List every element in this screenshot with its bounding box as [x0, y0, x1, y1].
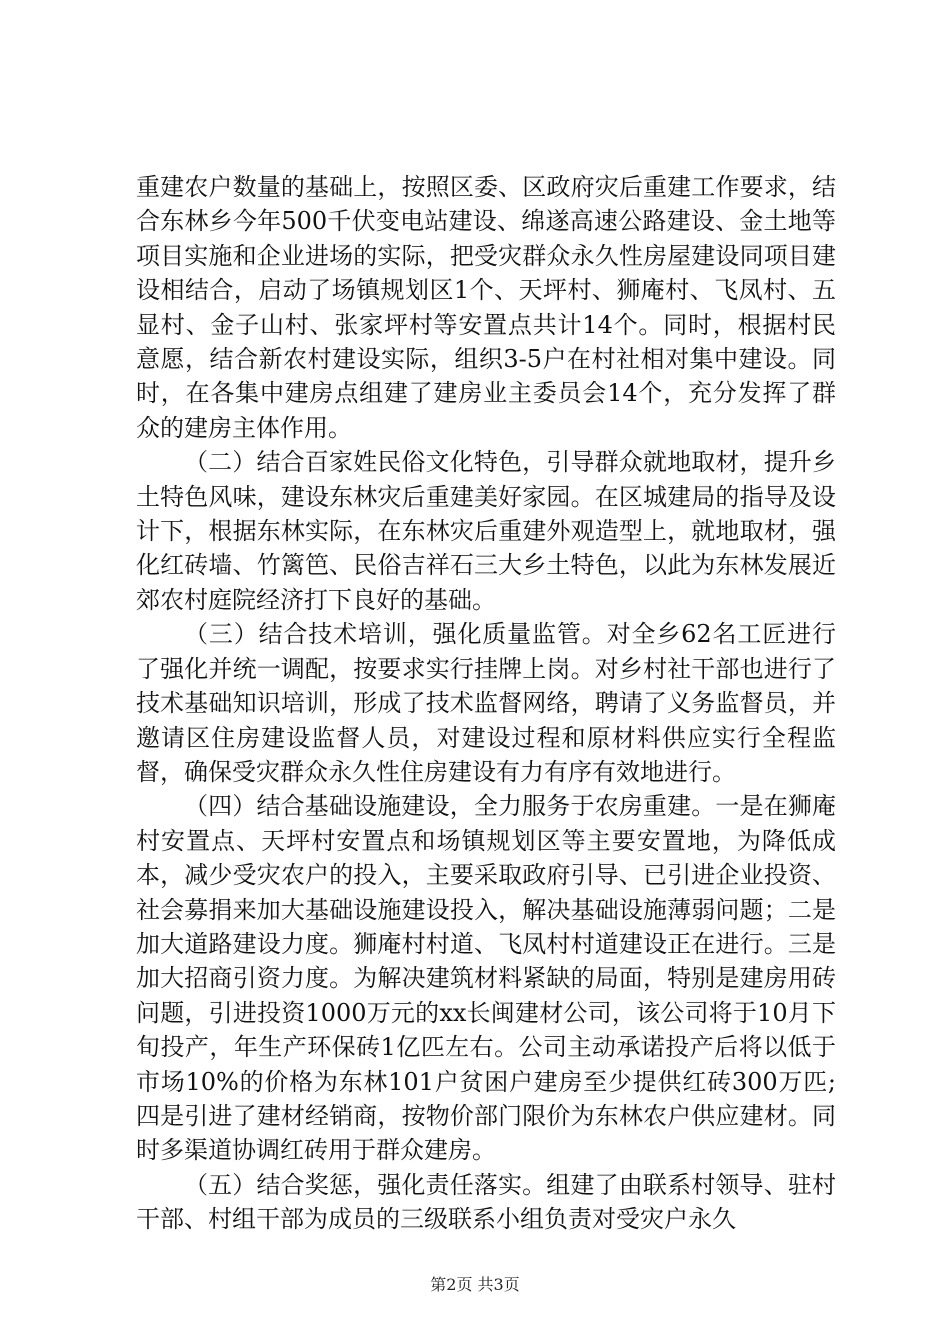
paragraph-4: （四）结合基础设施建设，全力服务于农房重建。一是在狮庵村安置点、天坪村安置点和场镇规划区等主要安置地，为降低成本，减少受灾农户的投入，主要采取政府引导、已引进企业投资、社会募捐来加大基础设施建设投入，解决基础设施薄弱问题；二是加大道路建设力度。狮庵村村道、飞凤村村道建设正在进行。三是加大招商引资力度。为解决建筑材料紧缺的局面，特别是建房用砖问题，引进投资1000万元的xx长闽建材公司，该公司将于10月下旬投产，年生产环保砖1亿匹左右。公司主动承诺投产后将以低于市场10%的价格为东林101户贫困户建房至少提供红砖300万匹;四是引进了建材经销商，按物价部门限价为东林农户供应建材。同时多渠道协调红砖用于群众建房。 [136, 792, 836, 1165]
paragraph-2: （二）结合百家姓民俗文化特色，引导群众就地取材，提升乡土特色风味，建设东林灾后重建美好家园。在区城建局的指导及设计下，根据东林实际，在东林灾后重建外观造型上，就地取材，强化红砖墙、竹篱笆、民俗吉祥石三大乡土特色，以此为东林发展近郊农村庭院经济打下良好的基础。 [136, 448, 836, 614]
paragraph-5: （五）结合奖惩，强化责任落实。组建了由联系村领导、驻村干部、村组干部为成员的三级联系小组负责对受灾户永久 [136, 1170, 836, 1234]
paragraph-1: 重建农户数量的基础上，按照区委、区政府灾后重建工作要求，结合东林乡今年500千伏变电站建设、绵遂高速公路建设、金土地等项目实施和企业进场的实际，把受灾群众永久性房屋建设同项目建设相结合，启动了场镇规划区1个、天坪村、狮庵村、飞凤村、五显村、金子山村、张家坪村等安置点共计14个。同时，根据村民意愿，结合新农村建设实际，组织3-5户在村社相对集中建设。同时，在各集中建房点组建了建房业主委员会14个，充分发挥了群众的建房主体作用。 [136, 173, 836, 442]
document-body [136, 170, 836, 1237]
page-footer: 第2页 共3页 [430, 1275, 520, 1294]
paragraph-3: （三）结合技术培训，强化质量监管。对全乡62名工匠进行了强化并统一调配，按要求实行挂牌上岗。对乡村社干部也进行了技术基础知识培训，形成了技术监督网络，聘请了义务监督员，并邀请区住房建设监督人员，对建设过程和原材料供应实行全程监督，确保受灾群众永久性住房建设有力有序有效地进行。 [136, 620, 836, 786]
